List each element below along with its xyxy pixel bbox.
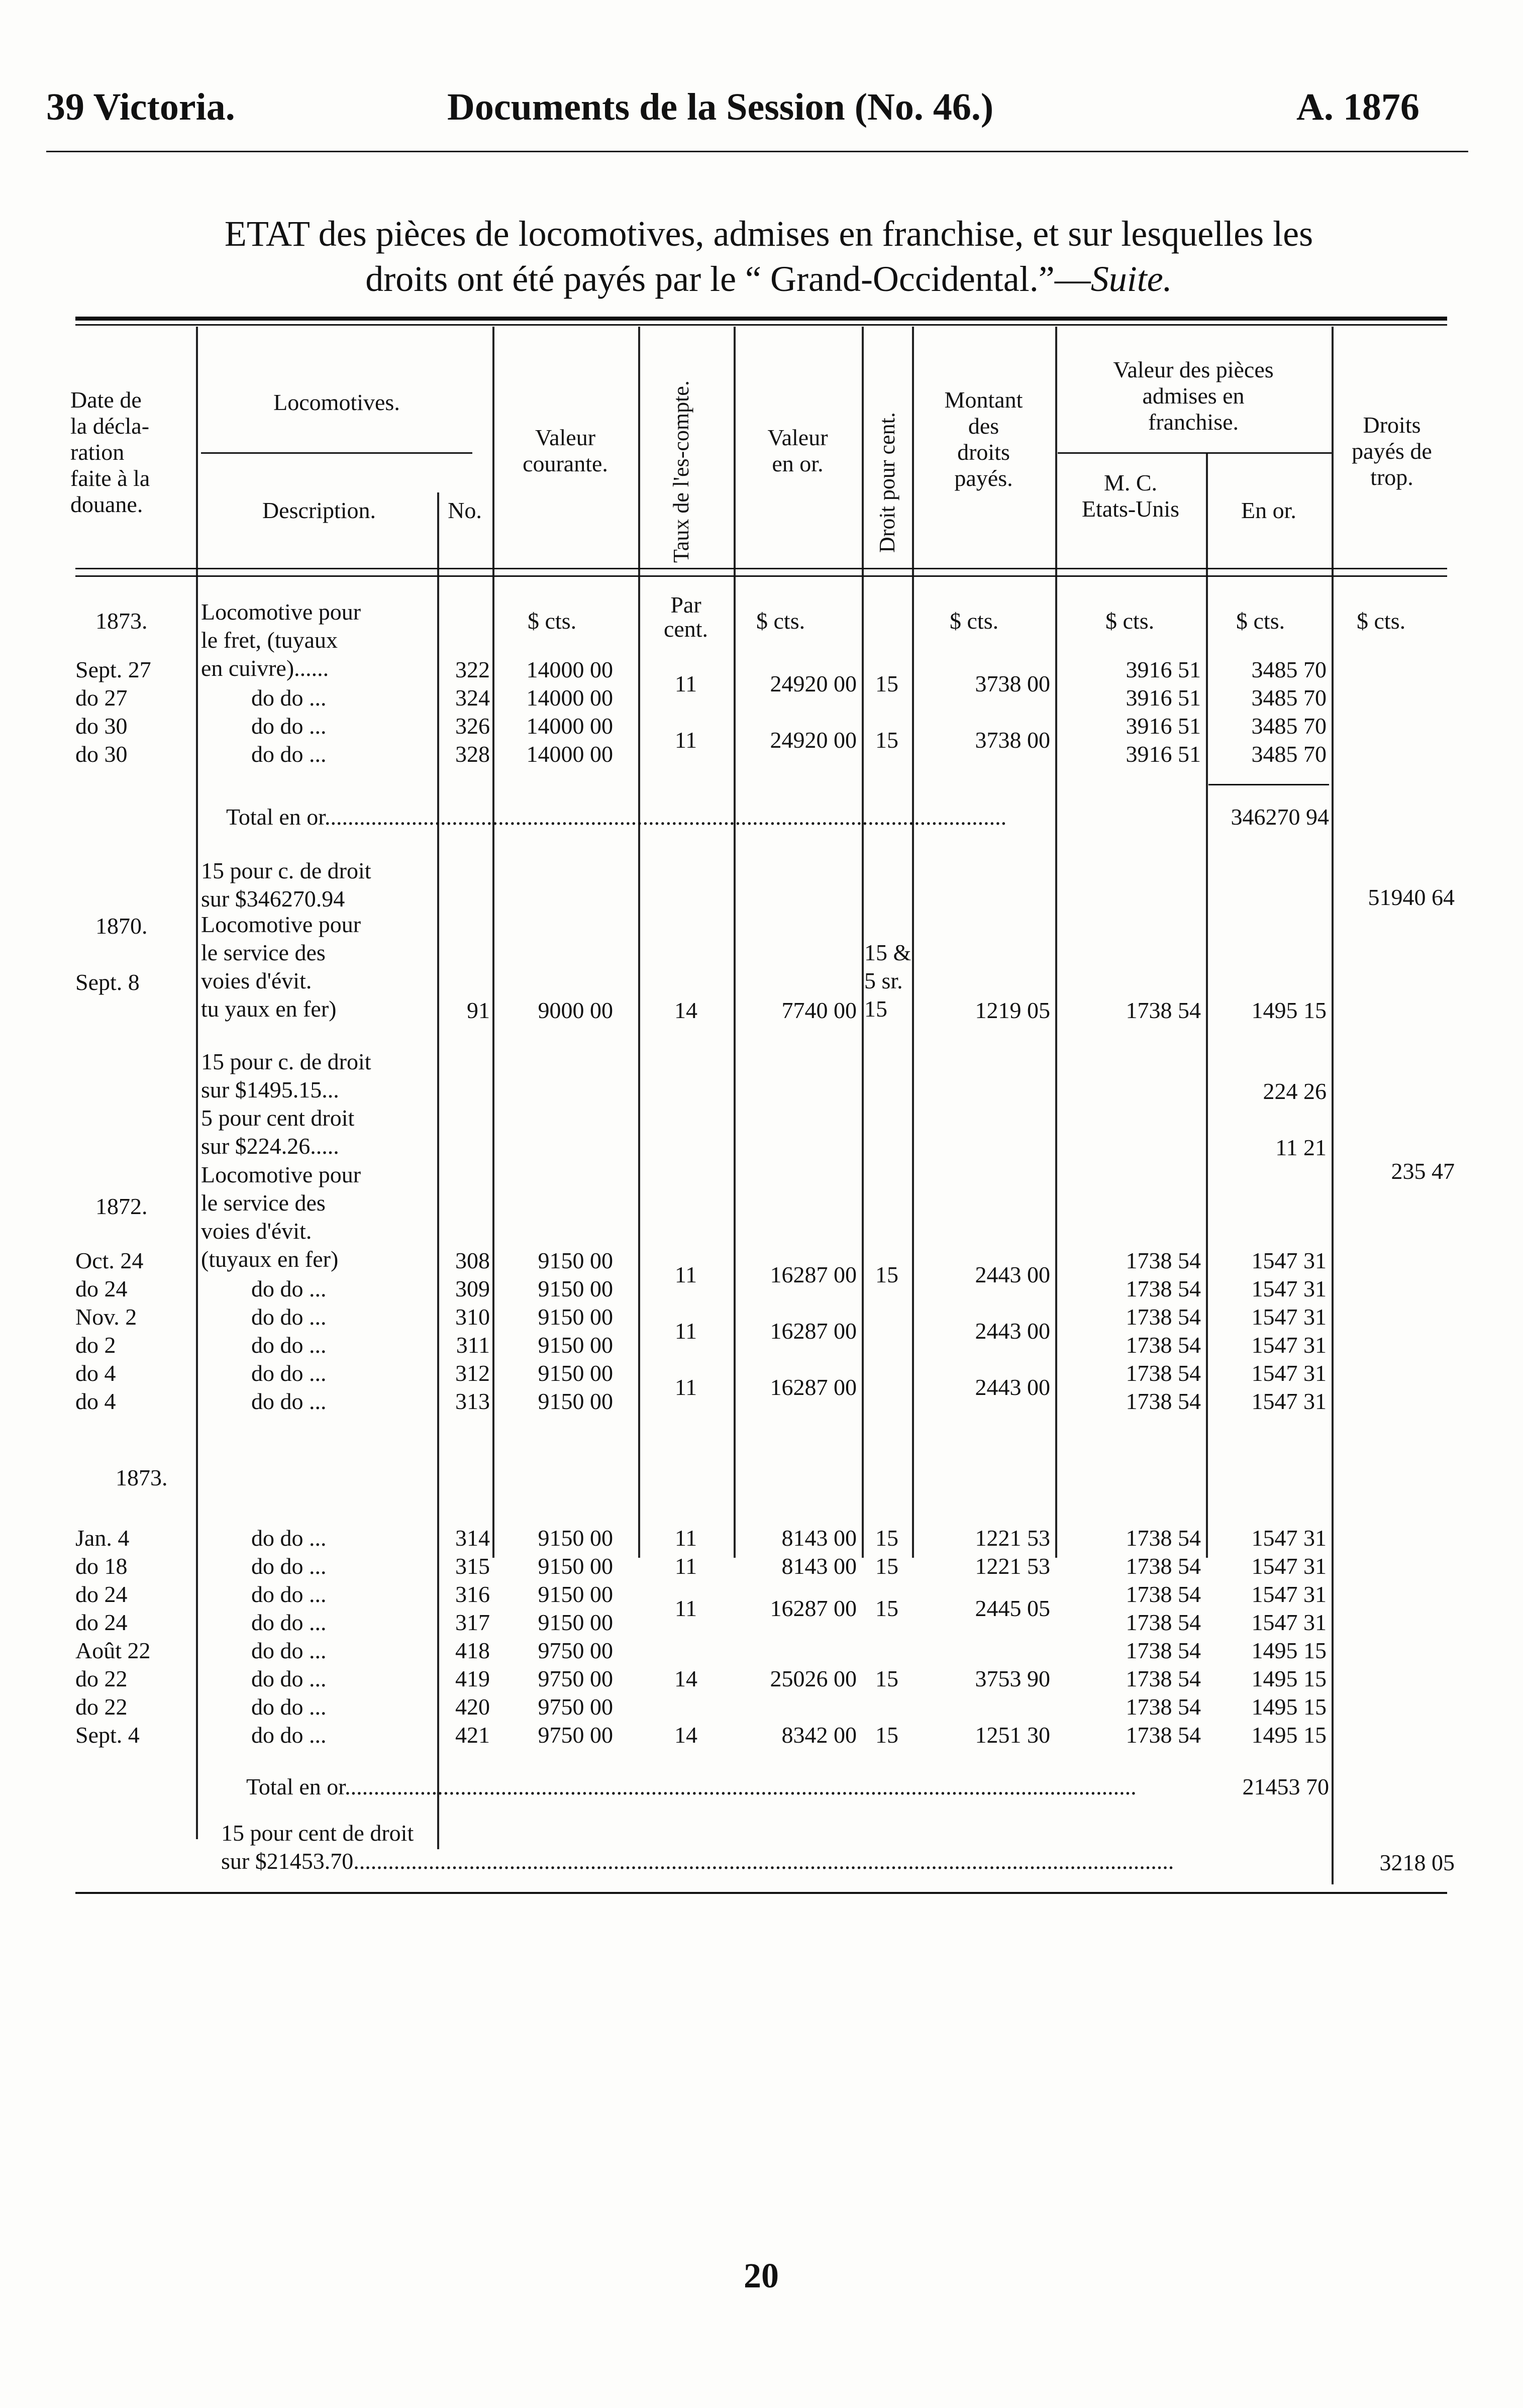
header-rule	[46, 151, 1468, 152]
unit-valeur-or: $ cts.	[756, 608, 805, 634]
s4-total: 21453 70	[1208, 1771, 1329, 1802]
unit-trop: $ cts.	[1357, 608, 1406, 634]
table-title	[70, 211, 1467, 302]
s2-or: 1495 15	[1251, 997, 1327, 1023]
col-header-montant: Montant des droits payés.	[944, 387, 1023, 491]
s2-droit: 15 & 5 sr. 15	[864, 940, 911, 1022]
s2-mc: 1738 54	[1126, 997, 1201, 1023]
s1-year: 1873.	[95, 608, 148, 634]
s2-trop: 235 47	[1391, 1158, 1455, 1184]
col-header-taux: Taux de l'es-compte.	[669, 380, 693, 563]
s2-duty2-label: 5 pour cent droit sur $224.26.....	[201, 1105, 355, 1159]
title-line-2: droits ont été payés par le “ Grand-Occidental.”—Suite.	[365, 259, 1172, 299]
s2-desc: Locomotive pour le service des voies d'évit. tu yaux en fer)	[201, 912, 361, 1022]
s2-duty1: 224 26	[1263, 1078, 1327, 1104]
table-bottom-rule	[75, 1892, 1447, 1894]
col-header-droits-trop: Droits payés de trop.	[1352, 412, 1432, 490]
s2-year: 1870.	[95, 913, 148, 939]
header-volume: 39 Victoria.	[46, 86, 235, 128]
col-header-valeur-pieces: Valeur des pièces admises en franchise.	[1113, 357, 1274, 435]
unit-valeur: $ cts.	[528, 608, 577, 634]
col-header-valeur-or: Valeur en or.	[767, 425, 828, 476]
s2-duty1-label: 15 pour c. de droit sur $1495.15...	[201, 1049, 371, 1102]
col-header-droit: Droit pour cent.	[875, 412, 899, 553]
s3-year: 1872.	[95, 1193, 148, 1219]
s2-montant: 1219 05	[975, 997, 1050, 1023]
header-document: Documents de la Session (No. 46.)	[447, 86, 994, 128]
col-header-locomotives: Locomotives.	[273, 389, 400, 415]
col-header-date: Date de la décla- ration faite à la douane.	[70, 387, 150, 517]
s1-desc: Locomotive pour le fret, (tuyaux en cuivre)......	[201, 599, 361, 681]
s4-duty: 3218 05	[1334, 1847, 1455, 1878]
s3-desc: Locomotive pour le service des voies d'évit. (tuyaux en fer)	[201, 1162, 361, 1272]
col-header-no: No.	[448, 497, 482, 523]
s4-year: 1873.	[116, 1465, 168, 1490]
unit-montant: $ cts.	[950, 608, 999, 634]
col-header-en-or: En or.	[1241, 497, 1296, 523]
s2-duty2: 11 21	[1275, 1135, 1327, 1160]
s2-date: Sept. 8	[75, 969, 140, 995]
s4-duty-label: 15 pour cent de droit sur $21453.70..............................................................................................................................................	[221, 1820, 1174, 1874]
table-top-rule	[75, 317, 1447, 321]
s2-no: 91	[467, 997, 490, 1023]
s1-total-label: Total en or......................................................................................................................	[226, 804, 1007, 830]
col-header-mc: M. C. Etats-Unis	[1081, 470, 1180, 522]
col-header-valeur-courante: Valeur courante.	[523, 425, 608, 476]
header-year: A. 1876	[1296, 86, 1419, 128]
col-header-description: Description.	[262, 497, 376, 523]
s1-duty-label: 15 pour c. de droit sur $346270.94	[201, 858, 371, 912]
s1-duty: 51940 64	[1368, 884, 1455, 910]
table-row-date: Sept. 27	[75, 657, 151, 682]
s2-taux: 14	[674, 997, 697, 1023]
s1-total: 346270 94	[1208, 801, 1329, 833]
s4-total-label: Total en or.........................................................................................................................................	[246, 1774, 1137, 1799]
unit-par-cent: Par cent.	[663, 592, 708, 642]
s2-valeur: 9000 00	[538, 997, 613, 1023]
s2-valeur-or: 7740 00	[781, 997, 857, 1023]
title-line-1: ETAT des pièces de locomotives, admises en franchise, et sur lesquelles les	[224, 214, 1313, 254]
unit-mc: $ cts.	[1105, 608, 1155, 634]
unit-or: $ cts.	[1236, 608, 1285, 634]
page-number: 20	[744, 2257, 779, 2295]
